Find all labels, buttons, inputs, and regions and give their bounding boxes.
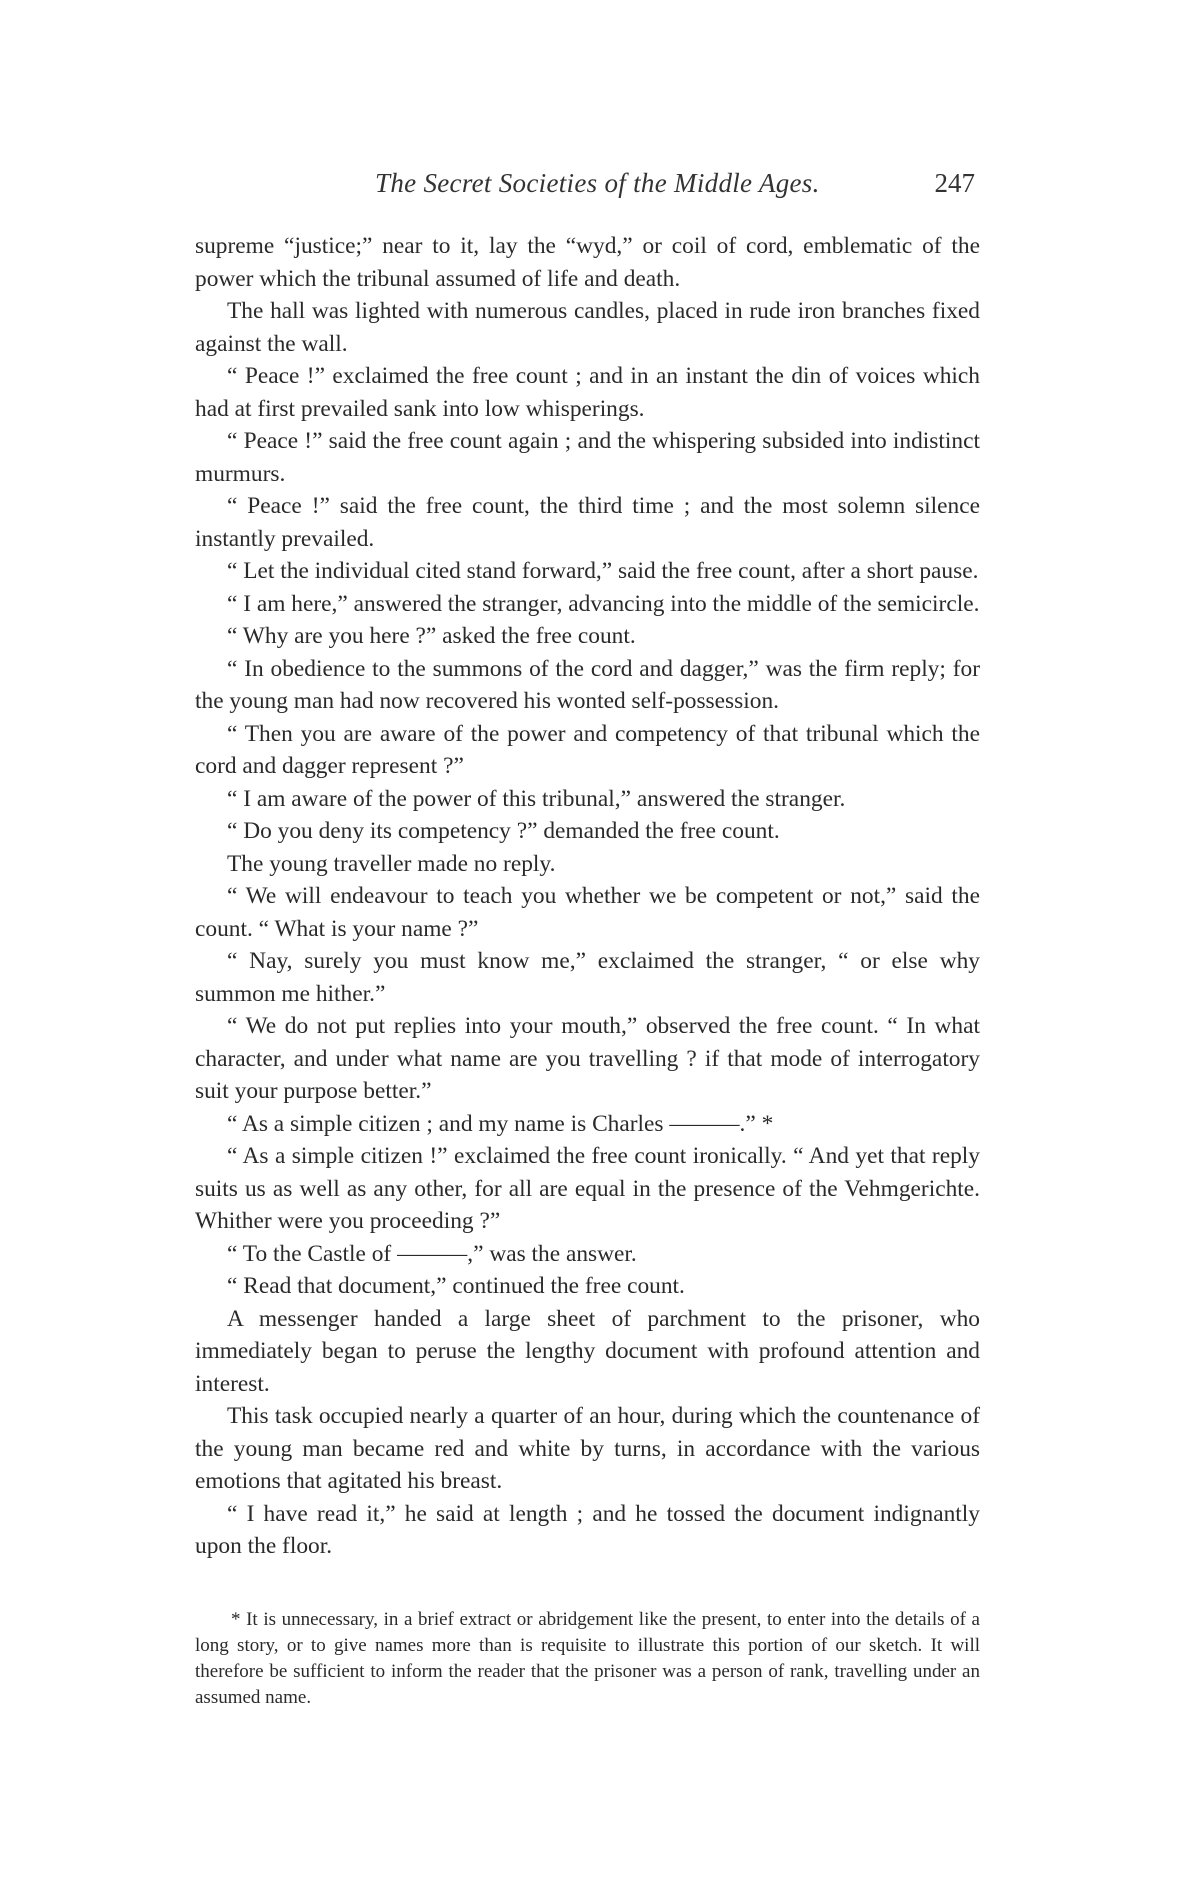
paragraph: “ To the Castle of ———,” was the answer.: [227, 1240, 637, 1267]
paragraph: “ We do not put replies into your mouth,” observed the free count. “ In what character, and under what name are you travelling ? if that mode of interrogatory suit your purpose better.”: [195, 1013, 980, 1104]
running-head: [195, 168, 995, 208]
paragraph: “ Do you deny its competency ?” demanded the free count.: [227, 818, 780, 844]
paragraph: “ I have read it,” he said at length ; and he tossed the document indignantly upon the floor.: [195, 1500, 980, 1559]
footnote: * It is unnecessary, in a brief extract or abridgement like the present, to enter into the details of a long story, or to give names more than is requisite to illustrate this portion of our sketch. It will therefore be sufficient to inform the reader that the prisoner was a person of rank, travelling under an assumed name.: [195, 1609, 980, 1708]
paragraph: This task occupied nearly a quarter of an hour, during which the countenance of the young man became red and white by turns, in accordance with the various emotions that agitated his breast.: [195, 1403, 980, 1494]
paragraph: “ As a simple citizen ; and my name is Charles ———.” *: [227, 1110, 774, 1137]
body-text: [195, 230, 980, 1563]
paragraph: “ Then you are aware of the power and competency of that tribunal which the cord and dagger represent ?”: [195, 720, 980, 779]
running-title: The Secret Societies of the Middle Ages.: [375, 168, 820, 198]
paragraph: “ As a simple citizen !” exclaimed the free count ironically. “ And yet that reply suits us as well as any other, for all are equal in the presence of the Vehmgerichte. Whither were you proceeding ?”: [195, 1143, 980, 1234]
paragraph: “ We will endeavour to teach you whether we be competent or not,” said the count. “ What is your name ?”: [195, 883, 980, 942]
paragraph: The young traveller made no reply.: [227, 850, 556, 877]
paragraph: “ In obedience to the summons of the cord and dagger,” was the firm reply; for the young man had now recovered his wonted self-possession.: [195, 655, 980, 714]
paragraph: “ Peace !” said the free count again ; and the whispering subsided into indistinct murmurs.: [195, 428, 980, 487]
paragraph: A messenger handed a large sheet of parchment to the prisoner, who immediately began to peruse the lengthy document with profound attention and interest.: [195, 1305, 980, 1397]
paragraph: “ Nay, surely you must know me,” exclaimed the stranger, “ or else why summon me hither.”: [195, 948, 980, 1007]
paragraph: “ Why are you here ?” asked the free count.: [227, 623, 636, 649]
paragraph: “ I am here,” answered the stranger, advancing into the middle of the semicircle.: [227, 590, 980, 617]
paragraph: “ Peace !” said the free count, the third time ; and the most solemn silence instantly prevailed.: [195, 493, 980, 552]
paragraph: “ I am aware of the power of this tribunal,” answered the stranger.: [227, 785, 846, 812]
page-number: 247: [934, 168, 975, 198]
paragraph: “ Let the individual cited stand forward,” said the free count, after a short pause.: [227, 558, 979, 584]
paragraph: “ Peace !” exclaimed the free count ; and in an instant the din of voices which had at first prevailed sank into low whisperings.: [195, 363, 980, 422]
paragraph: “ Read that document,” continued the free count.: [227, 1273, 685, 1299]
paragraph: The hall was lighted with numerous candles, placed in rude iron branches fixed against the wall.: [195, 298, 980, 357]
paragraph: supreme “justice;” near to it, lay the “wyd,” or coil of cord, emblematic of the power which the tribunal assumed of life and death.: [195, 233, 980, 292]
